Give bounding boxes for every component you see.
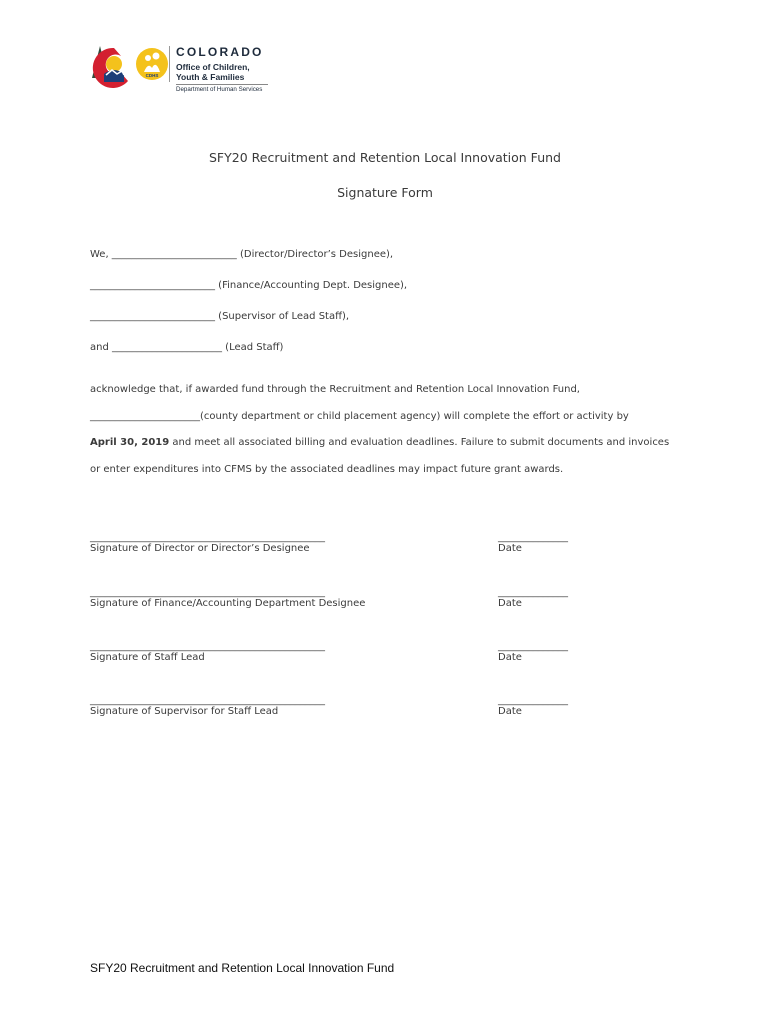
signature-block-director (90, 532, 325, 554)
date-line[interactable]: ______________ (498, 695, 568, 706)
signature-block-staff-lead (90, 641, 325, 663)
logo-name: COLORADO (176, 45, 264, 59)
date-label: Date (498, 652, 522, 663)
date-label: Date (498, 598, 522, 609)
date-line[interactable]: ______________ (498, 641, 568, 652)
signature-line[interactable]: _______________________________________________ (90, 587, 325, 598)
body-line-4: or enter expenditures into CFMS by the associated deadlines may impact future grant awards. (90, 464, 564, 475)
signature-block-finance (90, 587, 365, 609)
finance-line: _________________________ (Finance/Accounting Dept. Designee), (90, 280, 408, 291)
body-line-3-rest: and meet all associated billing and evaluation deadlines. Failure to submit documents and invoices (169, 437, 670, 448)
deadline-date: April 30, 2019 (90, 437, 170, 448)
logo-dept: Department of Human Services (176, 86, 263, 93)
date-label: Date (498, 706, 522, 717)
logo-office (176, 62, 250, 82)
date-block-director (498, 532, 568, 554)
signature-label: Signature of Director or Director’s Designee (90, 543, 310, 554)
signature-line[interactable]: _______________________________________________ (90, 695, 325, 706)
body-line-1: acknowledge that, if awarded fund through the Recruitment and Retention Local Innovation Fund, (90, 384, 580, 395)
date-label: Date (498, 543, 522, 554)
document-title: SFY20 Recruitment and Retention Local Innovation Fund (209, 150, 561, 165)
lead-staff-line: and ______________________ (Lead Staff) (90, 342, 284, 353)
signature-label: Signature of Finance/Accounting Department Designee (90, 598, 366, 609)
signature-line[interactable]: _______________________________________________ (90, 641, 325, 652)
body-line-2: ______________________(county department or child placement agency) will complete the effort or activity by (90, 411, 629, 422)
signature-label: Signature of Supervisor for Staff Lead (90, 706, 279, 717)
date-block-finance (498, 587, 568, 609)
date-line[interactable]: ______________ (498, 532, 568, 543)
director-line: We, _________________________ (Director/Director’s Designee), (90, 249, 394, 260)
logo-office-line1: Office of Children, (176, 62, 250, 72)
signature-line[interactable]: _______________________________________________ (90, 532, 325, 543)
supervisor-line: _________________________ (Supervisor of Lead Staff), (90, 311, 350, 322)
date-line[interactable]: ______________ (498, 587, 568, 598)
document-subtitle: Signature Form (337, 185, 433, 200)
page-footer: SFY20 Recruitment and Retention Local Innovation Fund (90, 961, 395, 975)
logo-office-line2: Youth & Families (176, 72, 245, 82)
logo-divider (176, 84, 268, 85)
date-block-supervisor (498, 695, 568, 717)
signature-label: Signature of Staff Lead (90, 652, 205, 663)
svg-text:CDHS: CDHS (145, 73, 159, 78)
signature-block-supervisor (90, 695, 325, 717)
body-line-3 (90, 437, 669, 448)
date-block-staff-lead (498, 641, 568, 663)
